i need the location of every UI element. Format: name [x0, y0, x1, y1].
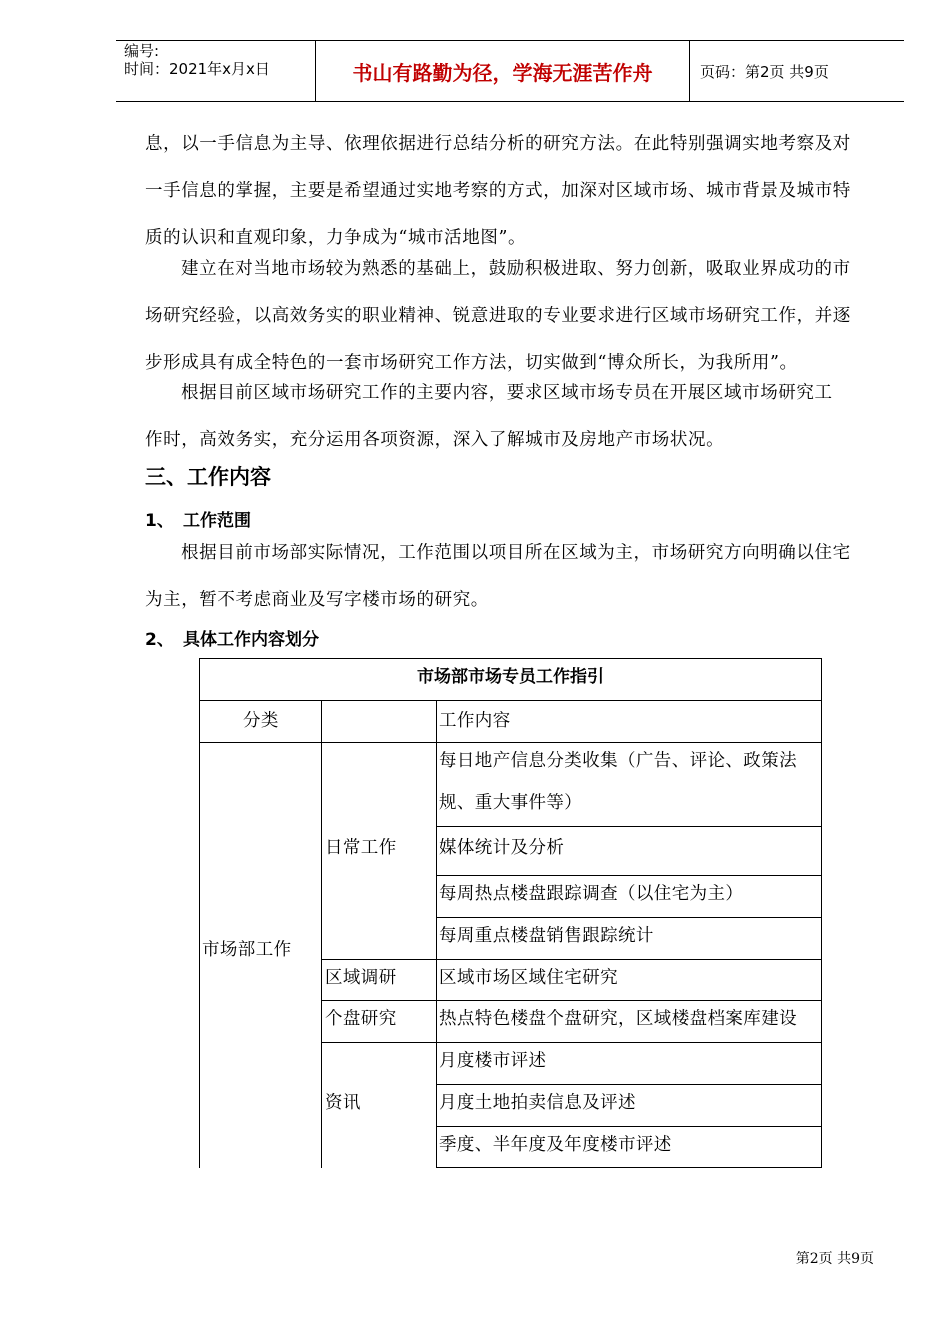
content-item: 每周热点楼盘跟踪调查（以住宅为主）: [439, 884, 744, 904]
table-border: [436, 826, 822, 827]
content-item: 规、重大事件等）: [439, 793, 583, 813]
table-border: [436, 875, 822, 876]
table-border: [199, 658, 200, 1168]
table-border: [199, 742, 822, 743]
content-item: 月度土地拍卖信息及评述: [439, 1093, 636, 1113]
text-line: 质的认识和直观印象，力争成为“城市活地图”。: [145, 228, 527, 248]
content-item: 月度楼市评述: [439, 1051, 547, 1071]
subcategory-regional: 区域调研: [325, 968, 397, 988]
work-guide-table: [199, 658, 822, 1168]
column-header-category: 分类: [243, 711, 279, 731]
text-line: 步形成具有成全特色的一套市场研究工作方法，切实做到“博众所长，为我所用”。: [145, 353, 798, 373]
table-border: [321, 700, 322, 1168]
text-line: 场研究经验，以高效务实的职业精神、锐意进取的专业要求进行区域市场研究工作，并逐: [145, 306, 851, 326]
table-border: [199, 700, 822, 701]
group-label: 市场部工作: [202, 940, 292, 960]
text-line: 一手信息的掌握，主要是希望通过实地考察的方式，加深对区域市场、城市背景及城市特: [145, 181, 851, 201]
text-line: 为主，暂不考虑商业及写字楼市场的研究。: [145, 590, 489, 610]
subsection-heading: [145, 625, 319, 650]
text-line: 作时，高效务实，充分运用各项资源，深入了解城市及房地产市场状况。: [145, 430, 725, 450]
subcategory-info: 资讯: [325, 1093, 361, 1113]
table-border: [321, 1000, 822, 1001]
paragraph-market-familiarity: [145, 246, 880, 387]
column-header-content: 工作内容: [439, 711, 511, 731]
subsection-number: 2、: [145, 630, 174, 650]
table-border: [436, 917, 822, 918]
footer-page-number: 第2页 共9页: [795, 1251, 874, 1267]
text-line: 建立在对当地市场较为熟悉的基础上，鼓励积极进取、努力创新，吸取业界成功的市: [181, 259, 851, 279]
table-border: [321, 1042, 822, 1043]
table-border: [321, 959, 822, 960]
subcategory-daily: 日常工作: [325, 838, 397, 858]
table-border: [436, 1126, 822, 1127]
motto: 书山有路勤为径，学海无涯苦作舟: [352, 60, 653, 85]
content-item: 热点特色楼盘个盘研究，区域楼盘档案库建设: [439, 1009, 797, 1029]
time-label: 时间：2021年x月x日: [124, 60, 270, 78]
content-item: 每日地产信息分类收集（广告、评论、政策法: [439, 751, 797, 771]
content-item: 每周重点楼盘销售跟踪统计: [439, 926, 654, 946]
text-line: 根据目前市场部实际情况，工作范围以项目所在区域为主，市场研究方向明确以住宅: [181, 543, 851, 563]
header-page-cell: [690, 41, 904, 101]
table-caption: 市场部市场专员工作指引: [417, 667, 604, 687]
table-border: [436, 1084, 822, 1085]
header-motto-cell: [316, 41, 689, 101]
paragraph-research-method: [145, 121, 880, 262]
subsection-heading: [145, 506, 251, 531]
content-item: 区域市场区域住宅研究: [439, 968, 618, 988]
subsection-title: 工作范围: [183, 511, 251, 531]
table-border: [436, 700, 437, 1168]
text-line: 息，以一手信息为主导、依理依据进行总结分析的研究方法。在此特别强调实地考察及对: [145, 134, 851, 154]
content-item: 媒体统计及分析: [439, 838, 565, 858]
table-border: [199, 658, 822, 659]
text-line: 根据目前区域市场研究工作的主要内容，要求区域市场专员在开展区域市场研究工: [181, 383, 833, 403]
table-border: [436, 1167, 822, 1168]
table-border: [821, 700, 822, 1168]
subsection-number: 1、: [145, 511, 174, 531]
paragraph-work-requirements: [145, 370, 880, 464]
header-page-number: 页码：第2页 共9页: [700, 62, 829, 81]
page-header: [116, 40, 904, 102]
paragraph-work-scope: [145, 530, 880, 624]
subsection-title: 具体工作内容划分: [183, 630, 319, 650]
serial-label: 编号:: [124, 42, 160, 60]
content-item: 季度、半年度及年度楼市评述: [439, 1135, 672, 1155]
header-meta: [116, 41, 315, 101]
section-heading: 三、工作内容: [145, 465, 271, 489]
subcategory-project: 个盘研究: [325, 1009, 397, 1029]
